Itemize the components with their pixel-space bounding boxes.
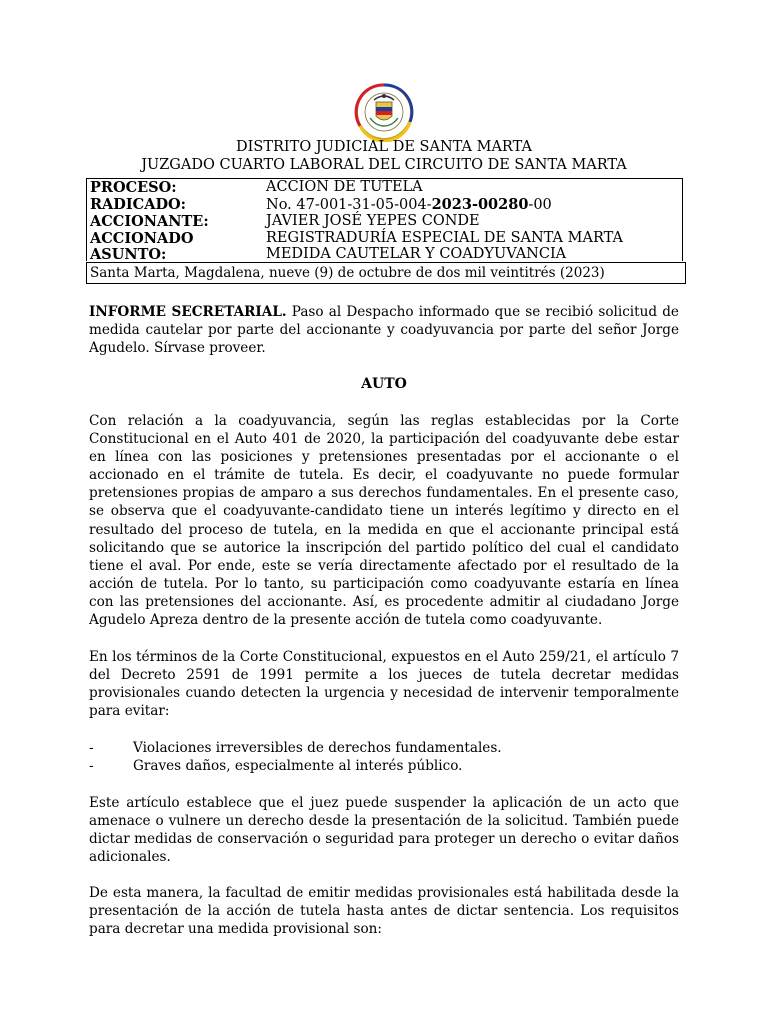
paragraph-coadyuvancia: Con relación a la coadyuvancia, según las reglas establecidas por la Corte Constitucional en el Auto 401 de 2020, la participación del coadyuvante debe estar en línea con las posiciones y pretensiones presentadas por el accionante o el accionado en el trámite de tutela. Es decir, el coadyuvante no puede formular pretensiones propias de amparo a sus derechos fundamentales. En el presente caso, se observa que el coadyuvante-candidato tiene un interés legítimo y directo en el resultado del proceso de tutela, en la medida en que el accionante principal está solicitando que se autorice la inscripción del partido político del cual el candidato tiene el aval. Por ende, este se vería directamente afectado por el resultado de la acción de tutela. Por lo tanto, su participación como coadyuvante estaría en línea con las pretensiones del accionante. Así, es procedente admitir al ciudadano Jorge Agudelo Apreza dentro de la presente acción de tutela como coadyuvante. xyxy=(89,413,679,629)
rama-judicial-seal xyxy=(346,82,422,142)
radicado-number: 2023-00280 xyxy=(431,196,529,213)
case-key: PROCESO: xyxy=(90,179,177,196)
bullet-text: Graves daños, especialmente al interés público. xyxy=(133,758,463,774)
paragraph-articulo: Este artículo establece que el juez puede suspender la aplicación de un acto que amenace o vulnere un derecho desde la presentación de la solicitud. También puede dictar medidas de conservación o seguridad para proteger un derecho o evitar daños adicionales. xyxy=(89,795,679,866)
case-key: ACCIONANTE: xyxy=(90,213,209,230)
district-heading: DISTRITO JUDICIAL DE SANTA MARTA xyxy=(236,139,532,155)
bullet-dash: - xyxy=(89,740,94,756)
bullet-dash: - xyxy=(89,758,94,774)
case-value: MEDIDA CAUTELAR Y COADYUVANCIA xyxy=(266,246,567,262)
auto-title: AUTO xyxy=(361,376,407,392)
case-value: REGISTRADURÍA ESPECIAL DE SANTA MARTA xyxy=(266,230,623,246)
case-key: ASUNTO: xyxy=(90,246,167,263)
case-value: JAVIER JOSÉ YEPES CONDE xyxy=(266,213,480,229)
informe-text: Paso al Despacho informado que se recibió solicitud de medida cautelar por parte del accionante y coadyuvancia por parte del señor Jorge Agudelo. Sírvase proveer. xyxy=(89,304,679,357)
case-key: RADICADO: xyxy=(90,196,187,213)
paragraph-medidas-provisionales: En los términos de la Corte Constitucional, expuestos en el Auto 259/21, el artículo 7 del Decreto 2591 de 1991 permite a los jueces de tutela decretar medidas provisionales cuando detecten la urgencia y necesidad de intervenir temporalmente para evitar: xyxy=(89,649,679,720)
paragraph-requisitos: De esta manera, la facultad de emitir medidas provisionales está habilitada desde la presentación de la acción de tutela hasta antes de dictar sentencia. Los requisitos para decretar una medida provisional son: xyxy=(89,885,679,938)
date-line: Santa Marta, Magdalena, nueve (9) de octubre de dos mil veintitrés (2023) xyxy=(86,262,686,284)
informe-secretarial xyxy=(89,303,679,357)
bullet-text: Violaciones irreversibles de derechos fundamentales. xyxy=(133,740,502,756)
informe-lead: INFORME SECRETARIAL. xyxy=(89,304,287,320)
radicado-prefix: No. 47-001-31-05-004- xyxy=(266,197,432,213)
case-value: ACCION DE TUTELA xyxy=(266,179,423,195)
case-info-table xyxy=(86,178,683,261)
court-heading: JUZGADO CUARTO LABORAL DEL CIRCUITO DE SANTA MARTA xyxy=(141,157,627,173)
case-value xyxy=(266,196,552,214)
radicado-suffix: -00 xyxy=(528,197,552,213)
case-key: ACCIONADO xyxy=(90,230,194,247)
